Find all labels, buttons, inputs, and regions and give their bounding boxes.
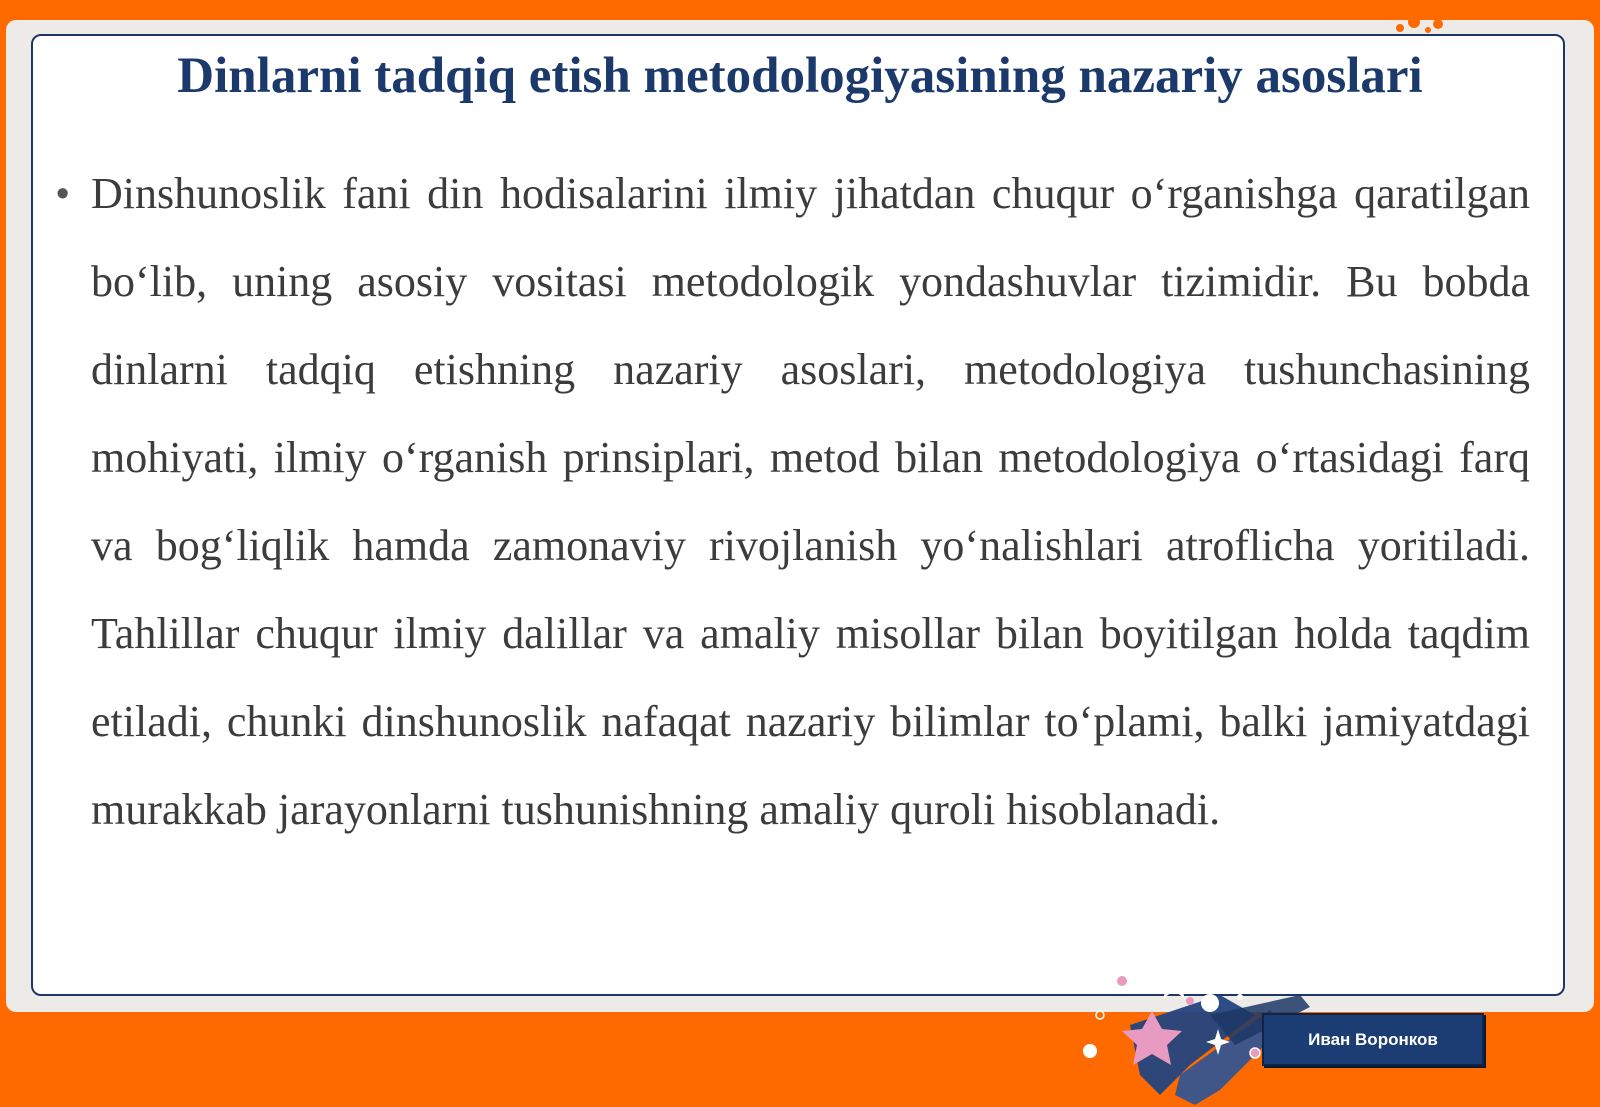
bullet-paragraph: Dinshunoslik fani din hodisalarini ilmiy jihatdan chuqur o‘rganishga qaratilgan bo‘lib, uning asosiy vositasi metodologik yondashuvlar tizimidir. Bu bobda dinlarni tadqiq etishning nazariy asoslari, metodologiya tushunchasining mohiyati, ilmiy o‘rganish prinsiplari, metod bilan metodologiya o‘rtasidagi farq va bog‘liqlik hamda zamonaviy rivojlanish yo‘nalishlari atroflicha yoritiladi. Tahlillar chuqur ilmiy dalillar va amaliy misollar bilan boyitilgan holda taqdim etiladi, chunki dinshunoslik nafaqat nazariy bilimlar to‘plami, balki jamiyatdagi murakkab jarayonlarni tushunishning amaliy quroli hisoblanadi. [91, 169, 1530, 834]
author-name-badge [1262, 1013, 1484, 1066]
author-name: Иван Воронков [1308, 1029, 1438, 1049]
bullet-marker: • [56, 173, 70, 215]
slide-title: Dinlarni tadqiq etish metodologiyasining nazariy asoslari [177, 48, 1423, 104]
